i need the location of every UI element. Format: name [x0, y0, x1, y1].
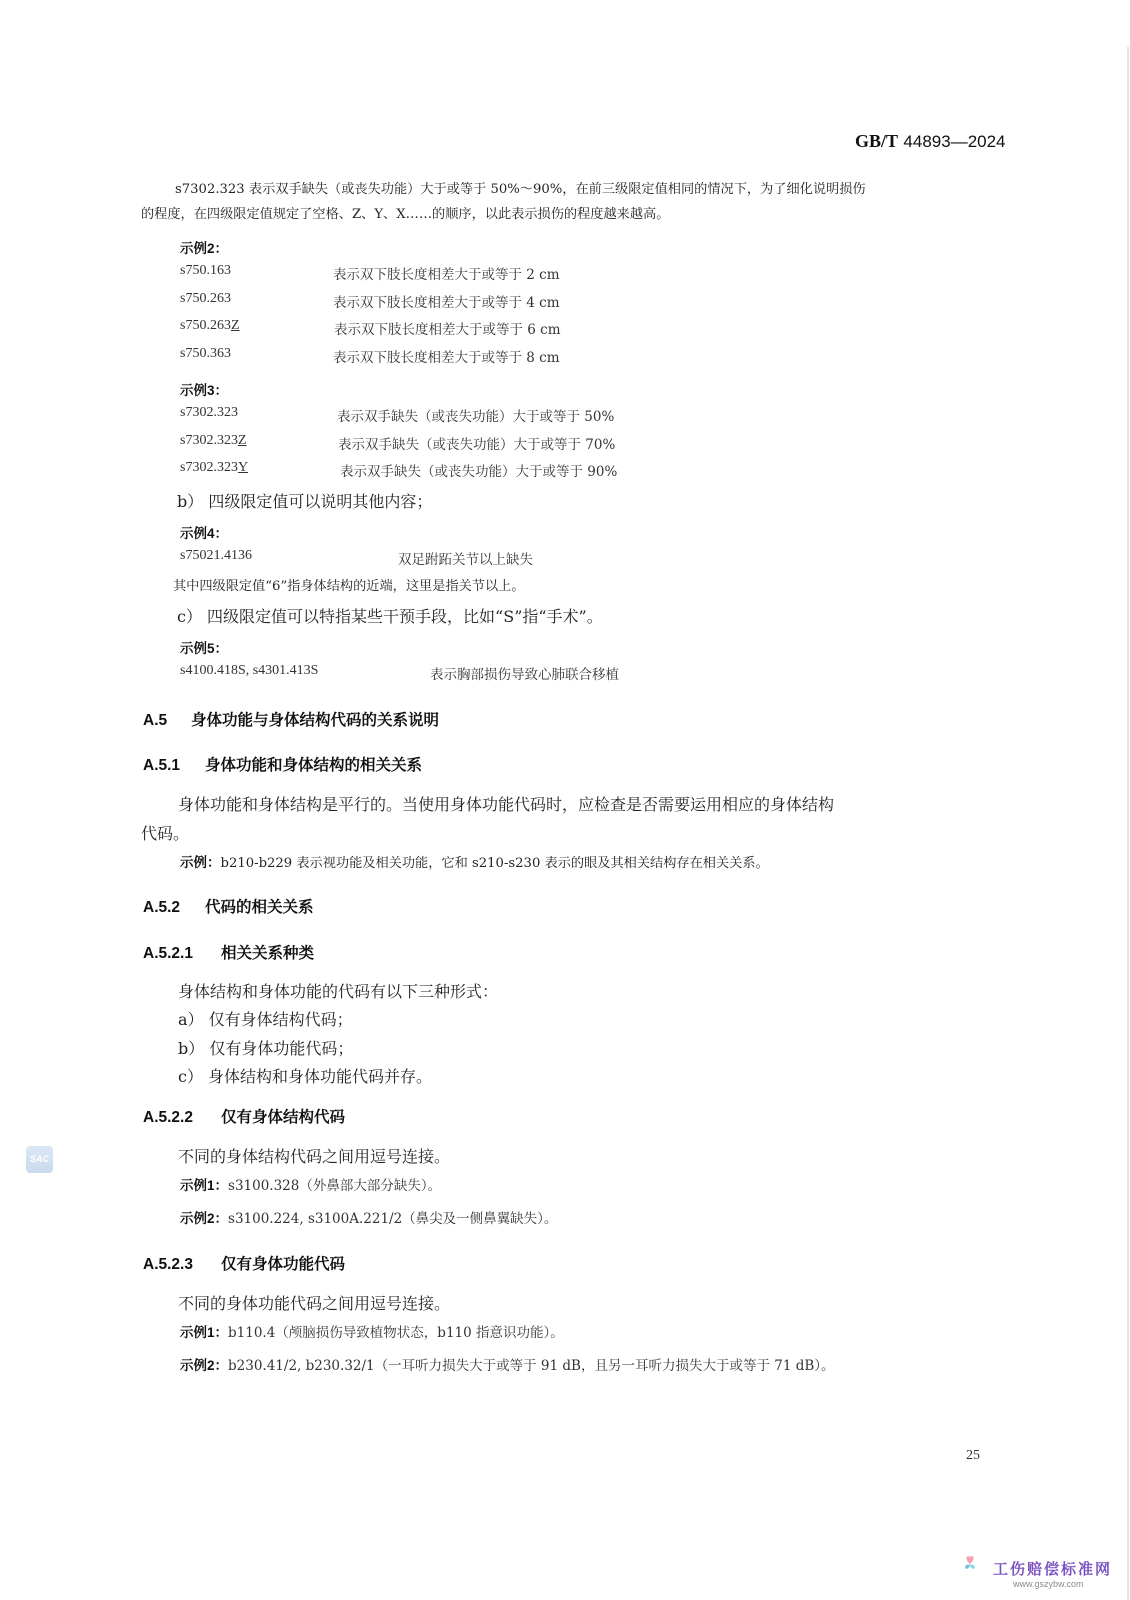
watermark-title: 工伤赔偿标准网	[993, 1560, 1113, 1578]
example-4-code: s75021.4136	[180, 548, 252, 563]
a51-example: 示例：b210-b229 表示视功能及相关功能，它和 s210-s230 表示的眼及其相关结构存在相关关系。	[180, 855, 769, 871]
site-watermark	[955, 1555, 1125, 1600]
page-edge-line	[1127, 47, 1129, 1600]
example-5-label: 示例5：	[180, 641, 229, 656]
example-2-desc: 表示双下肢长度相差大于或等于 2 cm	[333, 267, 560, 283]
standard-code-header	[855, 131, 1006, 152]
list-item-b: b） 四级限定值可以说明其他内容；	[177, 492, 433, 511]
list-item-c: c） 四级限定值可以特指某些干预手段，比如“S”指“手术”。	[177, 607, 603, 626]
example-3-code: s7302.323Y	[180, 460, 249, 475]
example-3-desc: 表示双手缺失（或丧失功能）大于或等于 90%	[340, 464, 618, 480]
a523-example-1: 示例1：b110.4（颅脑损伤导致植物状态，b110 指意识功能）。	[180, 1325, 564, 1341]
page-number: 25	[966, 1448, 980, 1463]
section-heading-a521: A.5.2.1 相关关系种类	[143, 945, 315, 962]
example-2-code: s750.363	[180, 346, 231, 361]
a522-paragraph: 不同的身体结构代码之间用逗号连接。	[178, 1147, 451, 1166]
section-heading-a523: A.5.2.3 仅有身体功能代码	[143, 1256, 346, 1273]
intro-line-1: s7302.323 表示双手缺失（或丧失功能）大于或等于 50%～90%，在前三级限定值相同的情况下，为了细化说明损伤	[175, 182, 866, 197]
a521-intro: 身体结构和身体功能的代码有以下三种形式：	[178, 982, 499, 1001]
a51-paragraph-line-1: 身体功能和身体结构是平行的。当使用身体功能代码时，应检查是否需要运用相应的身体结构	[178, 795, 835, 814]
a521-list-item-c: c） 身体结构和身体功能代码并存。	[178, 1067, 433, 1086]
section-heading-a51: A.5.1 身体功能和身体结构的相关关系	[143, 757, 423, 774]
a522-example-1: 示例1：s3100.328（外鼻部大部分缺失）。	[180, 1178, 442, 1194]
example-4-desc: 双足跗跖关节以上缺失	[398, 552, 533, 568]
example-2-desc: 表示双下肢长度相差大于或等于 4 cm	[333, 295, 560, 311]
example-4-note: 其中四级限定值“6”指身体结构的近端，这里是指关节以上。	[173, 579, 525, 594]
example-3-code: s7302.323Z	[180, 433, 247, 448]
example-3-desc: 表示双手缺失（或丧失功能）大于或等于 70%	[338, 437, 616, 453]
example-4-label: 示例4：	[180, 526, 229, 541]
intro-line-2: 的程度，在四级限定值规定了空格、Z、Y、X……的顺序，以此表示损伤的程度越来越高。	[141, 207, 670, 222]
a523-example-2: 示例2：b230.41/2, b230.32/1（一耳听力损失大于或等于 91 dB，且另一耳听力损失大于或等于 71 dB）。	[180, 1358, 835, 1374]
a521-list-item-b: b） 仅有身体功能代码；	[178, 1039, 354, 1058]
example-2-code: s750.263Z	[180, 318, 240, 333]
a522-example-2: 示例2：s3100.224, s3100A.221/2（鼻尖及一侧鼻翼缺失）。	[180, 1211, 558, 1227]
example-5-desc: 表示胸部损伤导致心肺联合移植	[430, 667, 619, 683]
example-2-label: 示例2：	[180, 241, 229, 256]
example-2-code: s750.163	[180, 263, 231, 278]
a523-paragraph: 不同的身体功能代码之间用逗号连接。	[178, 1294, 451, 1313]
example-2-desc: 表示双下肢长度相差大于或等于 8 cm	[333, 350, 560, 366]
watermark-url: www.gszybw.com	[1013, 1579, 1084, 1589]
standard-prefix: GB/T	[855, 131, 899, 151]
standard-number: 44893—2024	[903, 132, 1006, 151]
example-3-label: 示例3：	[180, 383, 229, 398]
section-heading-a5: A.5 身体功能与身体结构代码的关系说明	[143, 712, 440, 729]
a51-paragraph-line-2: 代码。	[141, 824, 190, 843]
example-2-code: s750.263	[180, 291, 231, 306]
example-3-desc: 表示双手缺失（或丧失功能）大于或等于 50%	[337, 409, 615, 425]
section-heading-a522: A.5.2.2 仅有身体结构代码	[143, 1109, 346, 1126]
example-3-code: s7302.323	[180, 405, 238, 420]
a521-list-item-a: a） 仅有身体结构代码；	[178, 1010, 353, 1029]
example-5-code: s4100.418S, s4301.413S	[180, 663, 319, 678]
sac-logo-icon: SAC	[26, 1146, 53, 1173]
section-heading-a52: A.5.2 代码的相关关系	[143, 899, 314, 916]
example-2-desc: 表示双下肢长度相差大于或等于 6 cm	[334, 322, 561, 338]
heart-butterfly-icon	[961, 1555, 979, 1573]
